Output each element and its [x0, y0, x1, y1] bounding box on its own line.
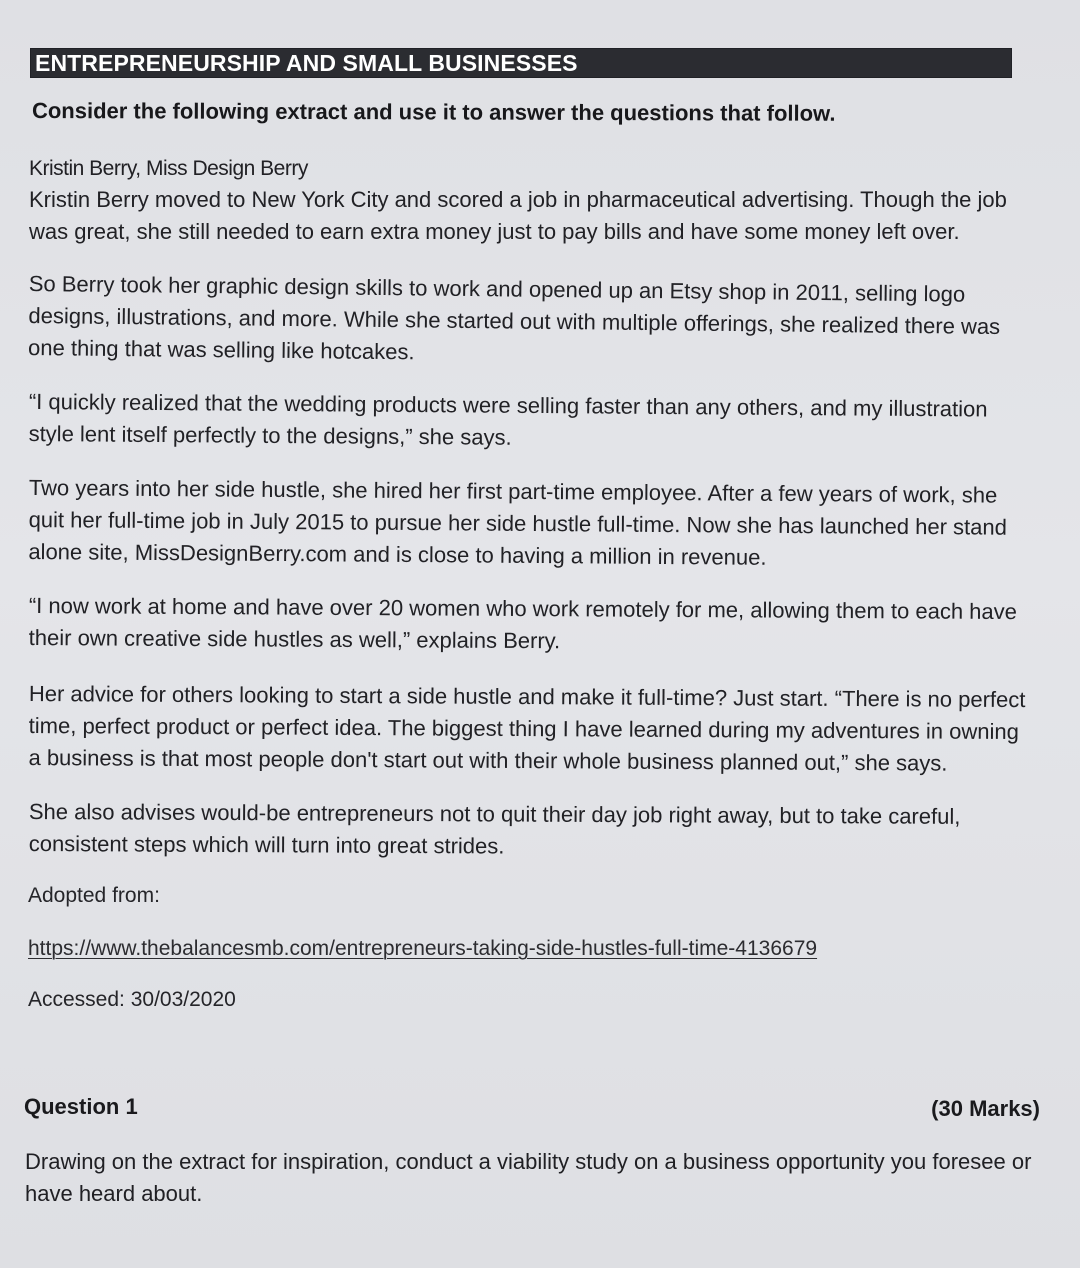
question-text	[25, 1146, 1065, 1210]
paragraph-line: style lent itself perfectly to the designs,” she says.	[28, 420, 512, 450]
paragraph-line: consistent steps which will turn into great strides.	[28, 830, 505, 859]
paragraph-line: Her advice for others looking to start a side hustle and make it full-time? Just start. “There is no perfect	[28, 680, 1026, 713]
paragraph-line: alone site, MissDesignBerry.com and is close to having a million in revenue.	[28, 538, 767, 570]
paragraph-line: She also advises would-be entrepreneurs not to quit their day job right away, but to take careful,	[28, 798, 961, 829]
paragraph-line: quit her full-time job in July 2015 to pursue her side hustle full-time. Now she has launched her stand	[28, 506, 1008, 540]
paragraph-line: “I now work at home and have over 20 women who work remotely for me, allowing them to each have	[28, 592, 1018, 625]
paragraph-line: one thing that was selling like hotcakes.	[27, 334, 415, 365]
section-title: ENTREPRENEURSHIP AND SMALL BUSINESSES	[35, 50, 578, 76]
question-line: Drawing on the extract for inspiration, conduct a viability study on a business opportunity you foresee or	[25, 1149, 1032, 1174]
paragraph-line: Kristin Berry moved to New York City and scored a job in pharmaceutical advertising. Though the job	[29, 187, 1007, 212]
question-line: have heard about.	[25, 1181, 203, 1206]
paragraph-line: their own creative side hustles as well,” explains Berry.	[28, 624, 561, 654]
question-marks: (30 Marks)	[931, 1096, 1040, 1121]
source-link[interactable]: https://www.thebalancesmb.com/entrepreneurs-taking-side-hustles-full-time-4136679	[28, 937, 818, 960]
paragraph-5	[29, 590, 1039, 660]
author-line: Kristin Berry, Miss Design Berry	[29, 157, 308, 180]
paragraph-line: Two years into her side hustle, she hired her first part-time employee. After a few years of work, she	[28, 474, 998, 508]
paragraph-line: time, perfect product or perfect idea. The biggest thing I have learned during my adventures in owning	[28, 712, 1019, 745]
question-title: Question 1	[24, 1094, 138, 1119]
paragraph-line: was great, she still needed to earn extra money just to pay bills and have some money left over.	[29, 219, 960, 244]
paragraph-7	[29, 796, 1039, 865]
instruction-text: Consider the following extract and use it to answer the questions that follow.	[31, 98, 836, 126]
adopted-label: Adopted from:	[28, 884, 160, 907]
paragraph-1	[29, 154, 1039, 248]
paragraph-line: a business is that most people don't start out with their whole business planned out,” she says.	[28, 744, 948, 776]
paragraph-line: “I quickly realized that the wedding products were selling faster than any others, and my illustration	[28, 388, 988, 422]
paragraph-2	[28, 268, 1039, 375]
paragraph-4	[28, 472, 1039, 576]
paragraph-line: So Berry took her graphic design skills to work and opened up an Etsy shop in 2011, selling logo	[28, 270, 966, 307]
paragraph-6	[28, 678, 1039, 780]
accessed-date: Accessed: 30/03/2020	[28, 988, 236, 1011]
paragraph-3	[28, 386, 1038, 458]
paragraph-line: designs, illustrations, and more. While she started out with multiple offerings, she realized there was	[28, 302, 1001, 340]
